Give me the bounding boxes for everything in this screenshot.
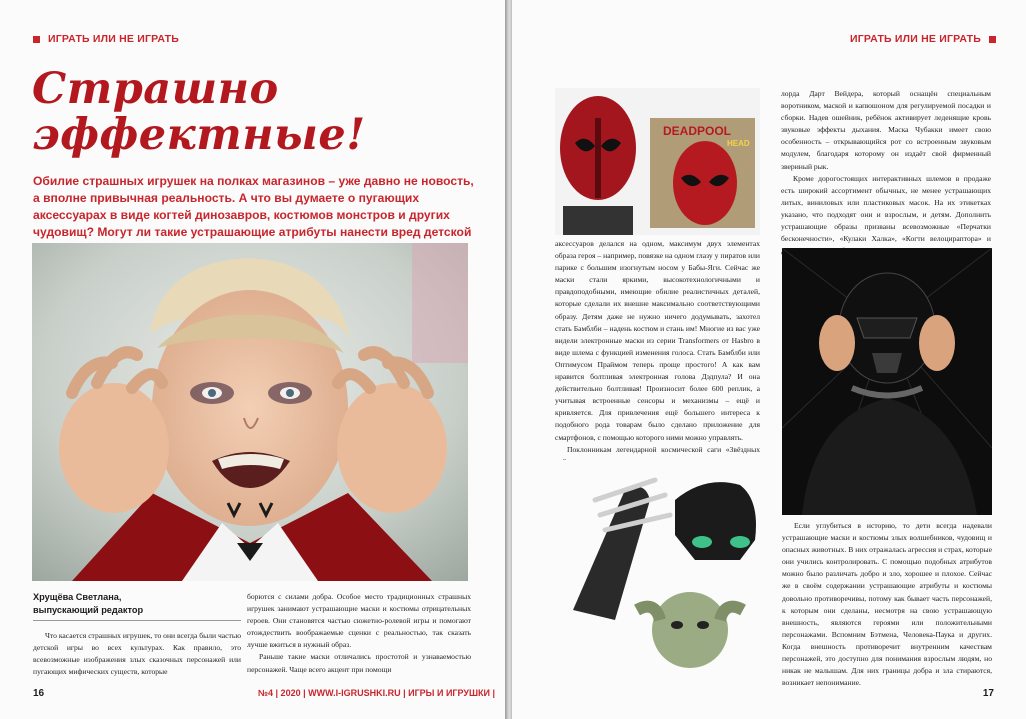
section-marker-square-icon <box>989 36 996 43</box>
spine <box>505 0 512 719</box>
paragraph: Если углубиться в историю, то дети всегда надевали устрашающие маски и костюмы злых волшебников, чудовищ и опасных животных. В них отражалась агрессия и страх, которые они учились контролировать. С помощью подобных атрибутов можно было различать добро и зло, хорошее и плохое. Сейчас же в своём содержании устрашающие атрибуты и костюмы довольно противоречивы, потому как бывает часть персонажей, к которым они сделаны, несмотря на свою устрашающую внешность, являются героями или положительными персонажами. Вспомним Бэтмена, Человека-Паука и других. Когда внешность противоречит внутренним качествам персонажей, это доступно для понимания взрослым людям, но никак не малышам. Для них границы добра и зла стираются, возникает непонимание. <box>782 521 992 688</box>
right-page <box>512 0 1026 719</box>
paragraph: Поклонникам легендарной космической саги «Звёздных <box>567 444 760 454</box>
vader-helmet-photo <box>782 248 992 515</box>
accessories-photo <box>555 460 775 675</box>
section-header-left <box>33 33 179 45</box>
section-marker-square-icon <box>33 36 40 43</box>
author-role: выпускающий редактор <box>33 605 144 615</box>
footer-info: №4 | 2020 | WWW.I-IGRUSHKI.RU | ИГРЫ И ИГРУШКИ | <box>258 688 496 698</box>
title-line-1: Страшно <box>32 64 279 114</box>
page-number-right: 17 <box>982 688 994 699</box>
middle-column <box>555 238 760 468</box>
article-lead: Обилие страшных игрушек на полках магазинов – уже давно не новость, а вполне привычная реальность. А что вы думаете о пугающих аксессуарах в виде когтей динозавров, костюмов монстров и других чудовищ? Могут ли такие устрашающие атрибуты нанести вред детской <box>33 174 474 239</box>
page-number-left: 16 <box>33 688 45 699</box>
left-page <box>0 0 505 719</box>
author-divider <box>33 620 241 621</box>
paragraph: лорда Дарт Вейдера, который оснащён специальным воротником, маской и капюшоном для регулируемой посадки и сборки. Надев ошейник, ребёнок активирует леденящие кровь звуковые эффекты дыхания. Маска Чубакки имеет свою особенность – открывающийся рот со встроенным звуковым модулем, благодаря которому он издаёт свой фирменный звериный рык. <box>781 89 991 171</box>
paragraph: Кроме дорогостоящих интерактивных шлемов в продаже есть широкий ассортимент обычных, не менее устрашающих литых, виниловых или пластиковых масок. На их этикетках указано, что подходят они и взрослым, и детям. Дополнить устрашающие образы призваны всевозможные «Перчатки бесконечности», «Кулаки Халка», «Когти велоцираптора» и <box>781 173 991 244</box>
right-column-bottom <box>782 520 992 689</box>
left-column-2 <box>247 591 471 676</box>
section-label: ИГРАТЬ ИЛИ НЕ ИГРАТЬ <box>850 33 981 45</box>
deadpool-box-label: DEADPOOL <box>663 124 732 138</box>
author-credit <box>33 591 143 617</box>
article-title <box>32 64 366 160</box>
section-header-right <box>850 33 996 45</box>
author-name: Хрущёва Светлана, <box>33 592 122 602</box>
right-column-top <box>781 88 991 257</box>
deadpool-mask-photo <box>555 88 760 235</box>
paragraph: борются с силами добра. Особое место традиционных страшных игрушек занимают устрашающие маски и костюмы отрицательных героев. Они становятся частью сюжетно-ролевой игры и помогают отождествить воображаемые сценки с реальностью, так сказать лучше вжиться в нужный образ. <box>247 592 471 650</box>
paragraph: Раньше такие маски отличались простотой и узнаваемостью персонажей. Чаще всего акцент при помощи <box>247 652 471 674</box>
left-column-1 <box>33 630 241 678</box>
deadpool-box-sub: HEAD <box>727 139 750 148</box>
paragraph: Что касается страшных игрушек, то они всегда были частью детской игры во всех культурах. Как правило, это всевозможные изображения злых сказочных персонажей или пугающих мифических существ, которые <box>33 631 241 677</box>
title-line-2: эффектные! <box>32 110 366 160</box>
boy-vampire-photo <box>32 243 468 581</box>
section-label: ИГРАТЬ ИЛИ НЕ ИГРАТЬ <box>48 33 179 45</box>
paragraph: аксессуаров делался на одном, максимум двух элементах образа героя – например, повязке на одном глазу у пиратов или парике с большим изогнутым носом у Бабы-Яги. Сейчас же маски стали яркими, высокотехнологичными и правдоподобными, имеющие обилие реалистичных деталей, которые сделали их внешне максимально соответствующими образу. Детям даже не нужно ничего додумывать, захотел стать Бамблби – надень костюм и стань им! Многие из вас уже видели электронные маски из серии Transformers от Hasbro в виде шлема с функцией изменения голоса. Стать Бамблби или Оптимусом Праймом теперь проще простого! А как вам нравится болтливая электронная голова Дэдпула? И она действительно болтливая! Произносит более 600 реплик, а учитывая встроенные сенсоры и механизмы – ещё и кривляется. Для привлечения ещё большего интереса к подобного рода товарам было сделано приложение для смартфонов, с помощью которого ними можно управлять. <box>555 239 760 442</box>
